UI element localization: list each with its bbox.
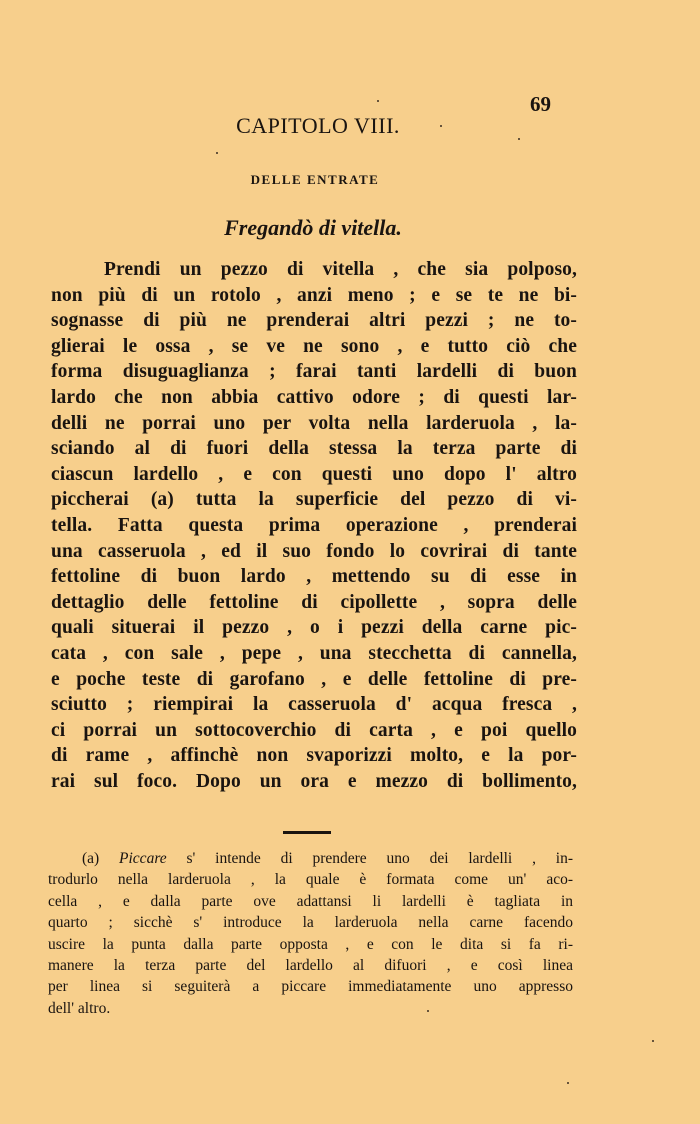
print-speck [567, 1082, 569, 1084]
body-line: quali situerai il pezzo , o i pezzi della carne pic- [51, 617, 577, 639]
section-title: DELLE ENTRATE [250, 172, 380, 187]
body-line: una casseruola , ed il suo fondo lo covrirai di tante [51, 540, 577, 562]
footnote-line: trodurlo nella larderuola , la quale è formata come un' aco- [48, 871, 573, 889]
page-number: 69 [530, 92, 551, 116]
body-line: sognasse di più ne prenderai altri pezzi ; ne to- [51, 310, 577, 332]
footnote-line: manere la terza parte del lardello al difuori , e così linea [48, 956, 573, 974]
body-line: dettaglio delle fettoline di cipollette , sopra delle [51, 591, 577, 613]
print-speck [440, 125, 442, 127]
print-speck [427, 1010, 429, 1012]
print-speck [216, 152, 218, 154]
footnote-line: dell' altro. [48, 999, 111, 1017]
footnote-line: uscire la punta dalla parte opposta , e con le dita si fa ri- [48, 935, 573, 953]
body-line: sciando al di fuori della stessa la terza parte di [51, 438, 577, 460]
body-line: rai sul foco. Dopo un ora e mezzo di bollimento, [51, 770, 577, 792]
footnote-line: per linea si seguiterà a piccare immediatamente uno appresso [48, 978, 573, 996]
body-line: piccherai (a) tutta la superficie del pezzo di vi- [51, 489, 577, 511]
footnote-line: cella , e dalla parte ove adattansi li lardelli è tagliata in [48, 892, 573, 910]
body-line: di rame , affinchè non svaporizzi molto, e la por- [51, 745, 577, 767]
footnote-term: Piccare [119, 850, 167, 867]
body-line: forma disuguaglianza ; farai tanti lardelli di buon [51, 361, 577, 383]
footnote-first-line-text: s' intende di prendere uno dei lardelli , in- [186, 850, 573, 867]
body-line: ciascun lardello , e con questi uno dopo l' altro [51, 463, 577, 485]
footnote [48, 848, 573, 1019]
body-paragraph [51, 257, 577, 794]
chapter-title: CAPITOLO VIII. [236, 113, 400, 138]
body-line: e poche teste di garofano , e delle fettoline di pre- [51, 668, 577, 690]
body-line: Prendi un pezzo di vitella , che sia polposo, [104, 259, 577, 280]
body-line: fettoline di buon lardo , mettendo su di esse in [51, 566, 577, 588]
footnote-line: quarto ; sicchè s' introduce la larderuola nella carne facendo [48, 914, 573, 932]
footnote-separator-rule [283, 831, 331, 834]
print-speck [518, 138, 520, 140]
body-line: glierai le ossa , se ve ne sono , e tutto ciò che [51, 335, 577, 357]
body-line: tella. Fatta questa prima operazione , prenderai [51, 514, 577, 536]
footnote-marker: (a) [82, 850, 100, 867]
recipe-title: Fregandò di vitella. [224, 215, 402, 240]
body-line: cata , con sale , pepe , una stecchetta di cannella, [51, 642, 577, 664]
body-line: non più di un rotolo , anzi meno ; e se te ne bi- [51, 284, 577, 306]
print-speck [652, 1040, 654, 1042]
body-line: ci porrai un sottocoverchio di carta , e poi quello [51, 719, 577, 741]
footnote-first-line [48, 848, 573, 869]
body-line: sciutto ; riempirai la casseruola d' acqua fresca , [51, 694, 577, 716]
body-line: lardo che non abbia cattivo odore ; di questi lar- [51, 386, 577, 408]
print-speck [377, 100, 379, 102]
body-line: delli ne porrai uno per volta nella larderuola , la- [51, 412, 577, 434]
